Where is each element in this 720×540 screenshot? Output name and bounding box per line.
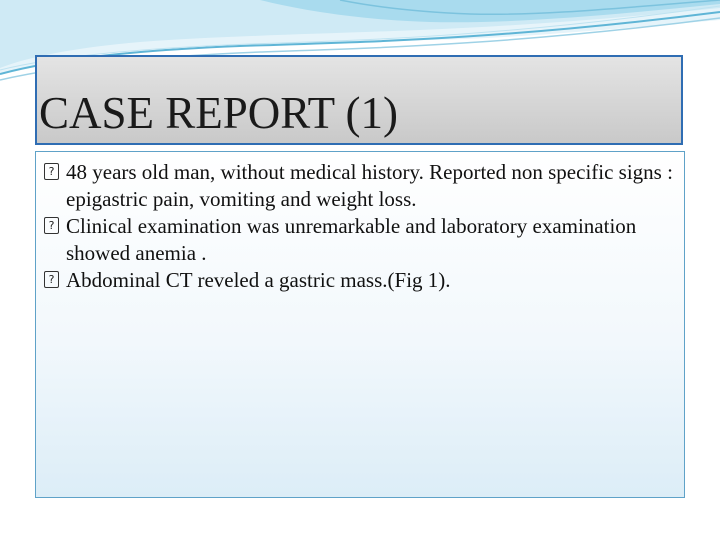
bullet-text: 48 years old man, without medical history. Reported non specific signs : epigastric pain, vomiting and weight loss. [66, 160, 673, 211]
missing-glyph-icon: ? [44, 217, 59, 234]
content-box [35, 151, 685, 498]
bullet-item [44, 213, 674, 267]
bullet-item [44, 267, 674, 294]
bullet-list [44, 159, 674, 294]
bullet-text: Clinical examination was unremarkable and laboratory examination showed anemia . [66, 214, 637, 265]
missing-glyph-icon: ? [44, 163, 59, 180]
slide-title: CASE REPORT (1) [39, 88, 399, 138]
bullet-item [44, 159, 674, 213]
title-box [35, 55, 683, 145]
missing-glyph-icon: ? [44, 271, 59, 288]
bullet-text: Abdominal CT reveled a gastric mass.(Fig 1). [66, 268, 451, 292]
